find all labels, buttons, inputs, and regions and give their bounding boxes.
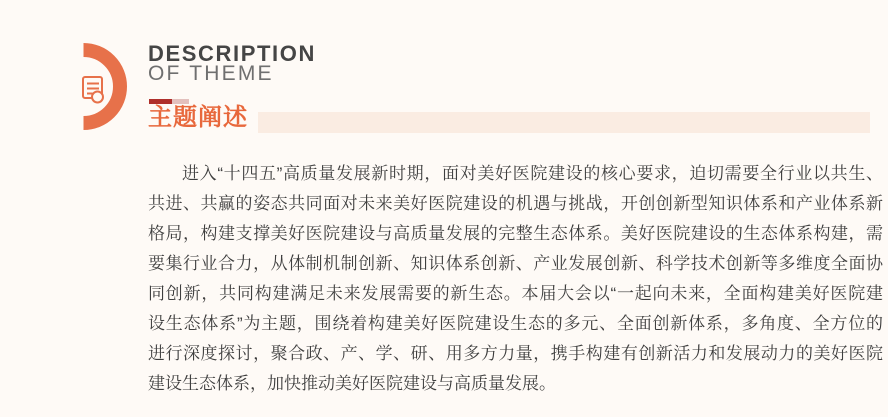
paragraph-line: 格局，构建支撑美好医院建设与高质量发展的完整生态体系。美好医院建设的生态体系构建，需 — [148, 224, 883, 243]
paragraph-line: 要集行业合力，从体制机制创新、知识体系创新、产业发展创新、科学技术创新等多维度全面协 — [148, 254, 883, 273]
seal-circle — [92, 92, 103, 103]
section-title-en — [148, 43, 316, 84]
section-title-zh: 主题阐述 — [148, 104, 248, 131]
section-title-en-line2: OF THEME — [148, 62, 274, 85]
paragraph-line: 进入“十四五”高质量发展新时期，面对美好医院建设的核心要求，迫切需要全行业以共生、 — [182, 164, 883, 183]
title-highlight-band — [258, 112, 870, 133]
paragraph-line: 设生态体系”为主题，围绕着构建美好医院建设生态的多元、全面创新体系，多角度、全方位的 — [148, 314, 883, 333]
paragraph-line: 同创新，共同构建满足未来发展需要的新生态。本届大会以“一起向未来，全面构建美好医院建 — [148, 284, 883, 303]
section-title-en-line1: DESCRIPTION — [148, 41, 316, 66]
paragraph-line: 共进、共赢的姿态共同面对未来美好医院建设的机遇与挑战，开创创新型知识体系和产业体系新 — [148, 194, 883, 213]
paragraph-line: 建设生态体系，加快推动美好医院建设与高质量发展。 — [148, 374, 556, 393]
document-seal-icon — [36, 36, 132, 138]
theme-paragraph — [148, 159, 883, 399]
paragraph-line: 进行深度探讨，聚合政、产、学、研、用多方力量，携手构建有创新活力和发展动力的美好医院 — [148, 344, 883, 363]
